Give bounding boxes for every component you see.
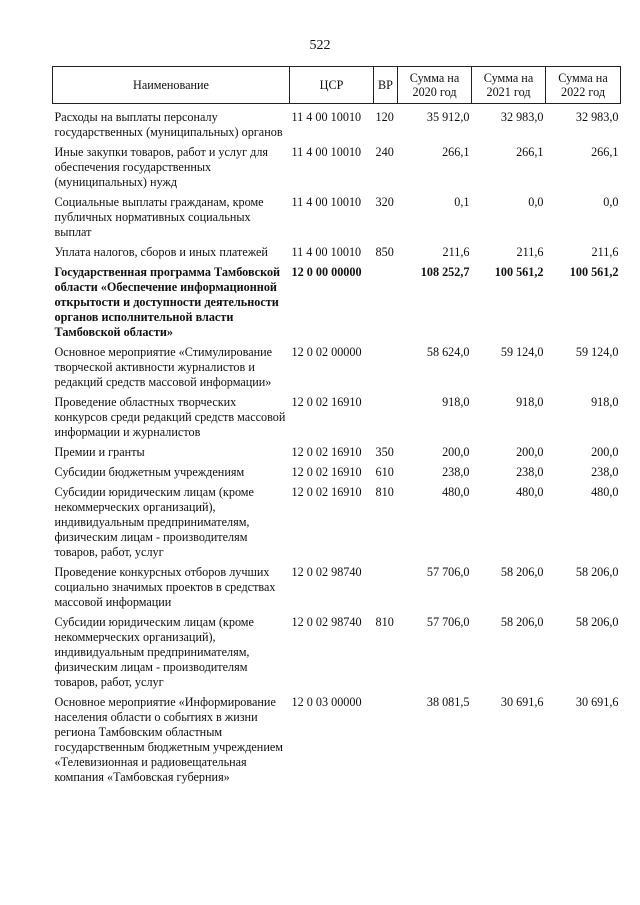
header-vr: ВР — [374, 67, 398, 104]
row-vr: 610 — [375, 465, 394, 479]
row-sum-2020: 266,1 — [442, 145, 470, 159]
row-name: Основное мероприятие «Стимулирование творческой активности журналистов и редакций средств массовой информации» — [54, 345, 273, 389]
row-csr: 12 0 02 16910 — [291, 395, 362, 409]
table-row — [53, 465, 621, 485]
row-vr: 810 — [375, 615, 394, 629]
row-vr: 120 — [375, 110, 394, 124]
table-row — [53, 565, 621, 615]
page-number: 522 — [309, 38, 331, 53]
row-sum-2021: 100 561,2 — [494, 265, 544, 279]
row-name: Социальные выплаты гражданам, кроме публичных нормативных социальных выплат — [54, 195, 264, 239]
row-name: Иные закупки товаров, работ и услуг для обеспечения государственных (муниципальных) нужд — [54, 145, 269, 189]
row-sum-2020: 480,0 — [442, 485, 470, 499]
row-sum-2022: 200,0 — [591, 445, 619, 459]
table-row — [53, 345, 621, 395]
row-vr — [374, 395, 398, 445]
row-sum-2022: 58 206,0 — [575, 615, 619, 629]
row-sum-2021: 238,0 — [516, 465, 544, 479]
table-body — [53, 104, 621, 791]
row-sum-2020: 38 081,5 — [426, 695, 470, 709]
row-sum-2020: 211,6 — [442, 245, 470, 259]
table-header-row — [53, 67, 621, 104]
row-sum-2022: 100 561,2 — [569, 265, 619, 279]
row-csr: 12 0 02 00000 — [291, 345, 362, 359]
row-csr: 12 0 02 16910 — [291, 465, 362, 479]
row-csr: 11 4 00 10010 — [291, 110, 362, 124]
row-sum-2022: 918,0 — [591, 395, 619, 409]
row-sum-2020: 0,1 — [454, 195, 470, 209]
row-name: Премии и гранты — [54, 445, 145, 459]
row-sum-2022: 0,0 — [603, 195, 619, 209]
row-sum-2020: 35 912,0 — [426, 110, 470, 124]
row-sum-2020: 108 252,7 — [420, 265, 470, 279]
row-name: Уплата налогов, сборов и иных платежей — [54, 245, 268, 259]
row-vr — [374, 695, 398, 790]
row-vr: 320 — [375, 195, 394, 209]
header-sum-2020: Сумма на 2020 год — [398, 67, 472, 104]
row-name: Проведение конкурсных отборов лучших социально значимых проектов в средствах массовой информации — [54, 565, 276, 609]
row-vr: 850 — [375, 245, 394, 259]
table-row — [53, 245, 621, 265]
table-row — [53, 485, 621, 565]
row-csr: 12 0 02 16910 — [291, 445, 362, 459]
row-sum-2020: 58 624,0 — [426, 345, 470, 359]
row-name: Субсидии юридическим лицам (кроме некоммерческих организаций), индивидуальным предпринимателям, физическим лицам - производителям товаров, работ, услуг — [54, 615, 254, 689]
row-csr: 11 4 00 10010 — [291, 145, 362, 159]
row-name: Расходы на выплаты персоналу государственных (муниципальных) органов — [54, 110, 283, 139]
table-row — [53, 265, 621, 345]
row-name: Основное мероприятие «Информирование населения области о событиях в жизни региона Тамбовским областным государственным бюджетным учреждением «Телевизионная и радиовещательная компания «Тамбовская губерния» — [54, 695, 283, 784]
row-sum-2022: 58 206,0 — [575, 565, 619, 579]
header-sum-2021: Сумма на 2021 год — [472, 67, 546, 104]
row-name: Государственная программа Тамбовской области «Обеспечение информационной открытости и доступности деятельности органов исполнительной власти Тамбовской области» — [54, 265, 281, 339]
row-sum-2021: 266,1 — [516, 145, 544, 159]
row-sum-2022: 30 691,6 — [575, 695, 619, 709]
header-name: Наименование — [53, 67, 290, 104]
table-row — [53, 445, 621, 465]
row-sum-2022: 238,0 — [591, 465, 619, 479]
row-sum-2021: 200,0 — [516, 445, 544, 459]
row-sum-2021: 211,6 — [516, 245, 544, 259]
row-sum-2021: 58 206,0 — [500, 565, 544, 579]
table-row — [53, 104, 621, 146]
row-csr: 12 0 03 00000 — [291, 695, 362, 709]
table-row — [53, 615, 621, 695]
row-sum-2021: 32 983,0 — [500, 110, 544, 124]
row-sum-2021: 30 691,6 — [500, 695, 544, 709]
row-sum-2020: 57 706,0 — [426, 615, 470, 629]
row-csr: 11 4 00 10010 — [291, 245, 362, 259]
row-name: Субсидии юридическим лицам (кроме некоммерческих организаций), индивидуальным предпринимателям, физическим лицам - производителям товаров, работ, услуг — [54, 485, 254, 559]
row-vr: 350 — [375, 445, 394, 459]
row-sum-2022: 59 124,0 — [575, 345, 619, 359]
budget-table — [52, 66, 621, 790]
row-csr: 12 0 02 16910 — [291, 485, 362, 499]
row-vr — [374, 565, 398, 615]
row-sum-2022: 266,1 — [591, 145, 619, 159]
header-csr: ЦСР — [290, 67, 374, 104]
row-sum-2020: 57 706,0 — [426, 565, 470, 579]
row-sum-2020: 918,0 — [442, 395, 470, 409]
row-vr: 810 — [375, 485, 394, 499]
header-sum-2022: Сумма на 2022 год — [546, 67, 621, 104]
row-sum-2021: 58 206,0 — [500, 615, 544, 629]
table-row — [53, 145, 621, 195]
row-vr — [374, 265, 398, 345]
row-vr: 240 — [375, 145, 394, 159]
row-sum-2020: 200,0 — [442, 445, 470, 459]
row-sum-2022: 32 983,0 — [575, 110, 619, 124]
table-row — [53, 195, 621, 245]
row-sum-2021: 480,0 — [516, 485, 544, 499]
row-sum-2022: 480,0 — [591, 485, 619, 499]
row-sum-2021: 59 124,0 — [500, 345, 544, 359]
row-name: Субсидии бюджетным учреждениям — [54, 465, 245, 479]
row-csr: 12 0 02 98740 — [291, 615, 362, 629]
row-sum-2020: 238,0 — [442, 465, 470, 479]
row-csr: 12 0 00 00000 — [291, 265, 362, 279]
row-csr: 12 0 02 98740 — [291, 565, 362, 579]
row-vr — [374, 345, 398, 395]
table-row — [53, 695, 621, 790]
row-sum-2021: 918,0 — [516, 395, 544, 409]
table-row — [53, 395, 621, 445]
row-sum-2021: 0,0 — [528, 195, 544, 209]
row-sum-2022: 211,6 — [591, 245, 619, 259]
row-csr: 11 4 00 10010 — [291, 195, 362, 209]
row-name: Проведение областных творческих конкурсов среди редакций средств массовой информации и журналистов — [54, 395, 286, 439]
